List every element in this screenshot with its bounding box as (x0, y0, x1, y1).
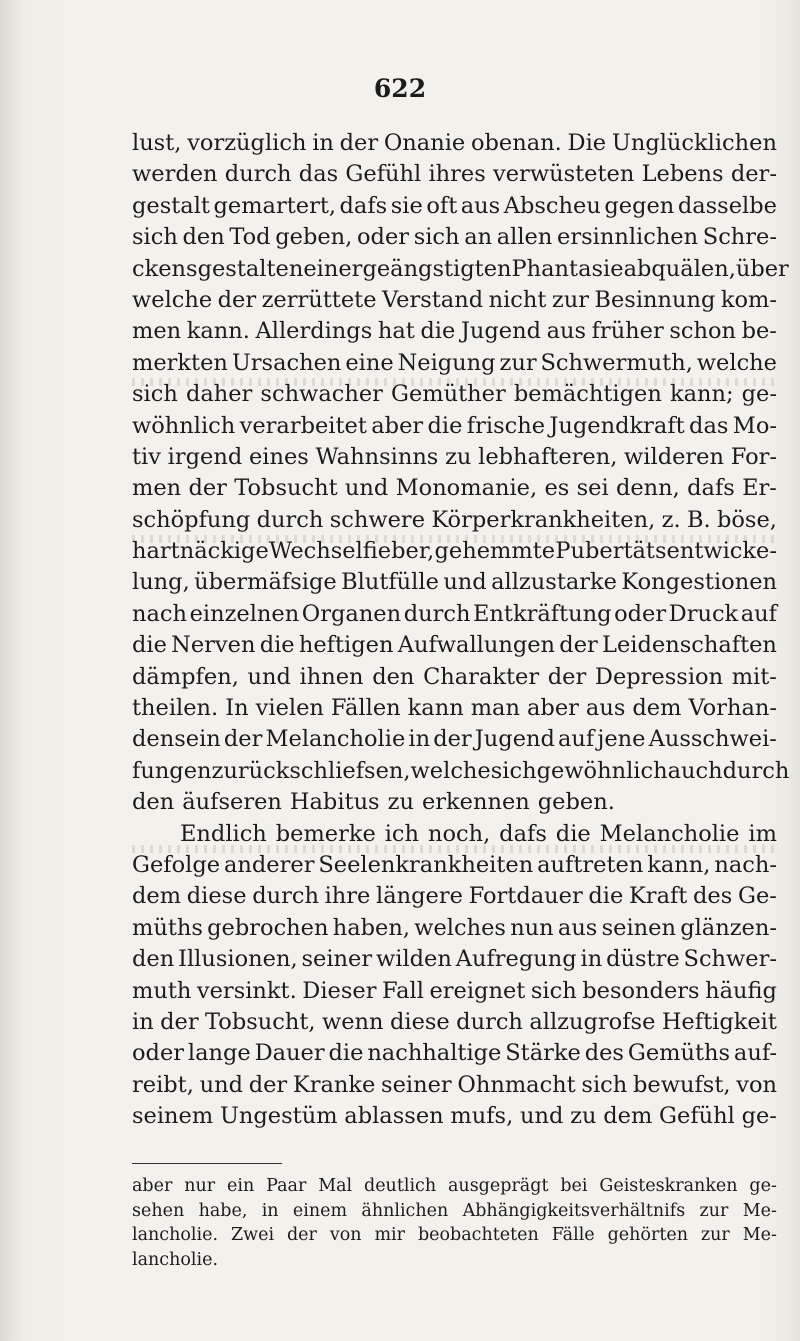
text-line: die Nerven die heftigen Aufwallungen der Leidenschaften (132, 632, 777, 659)
text-line: muth versinkt. Dieser Fall ereignet sich besonders häufig (132, 977, 777, 1004)
text-line: merkten Ursachen eine Neigung zur Schwermuth, welche (132, 349, 777, 376)
footnote-rule (132, 1163, 282, 1164)
text-line: werden durch das Gefühl ihres verwüsteten Lebens der- (132, 161, 777, 188)
text-line: Endlich bemerke ich noch, dafs die Melancholie im (180, 820, 777, 847)
text-line: hartnäckige Wechselfieber, gehemmte Pubertätsentwicke- (132, 538, 777, 565)
text-line: men der Tobsucht und Monomanie, es sei denn, dafs Er- (132, 475, 777, 502)
text-line: ckensgestalten einer geängstigten Phantasie abquälen, über (132, 255, 789, 282)
footnote-line: lancholie. (132, 1249, 219, 1270)
text-line: Gefolge anderer Seelenkrankheiten auftreten kann, nach- (132, 851, 777, 878)
text-line: welche der zerrüttete Verstand nicht zur Besinnung kom- (132, 286, 777, 313)
text-line: theilen. In vielen Fällen kann man aber aus dem Vorhan- (132, 695, 777, 722)
text-line: oder lange Dauer die nachhaltige Stärke des Gemüths auf- (132, 1040, 777, 1067)
text-line: tiv irgend eines Wahnsinns zu lebhafteren, wilderen For- (132, 443, 777, 470)
text-line: sich daher schwacher Gemüther bemächtigen kann; ge- (132, 381, 777, 408)
text-line: seinem Ungestüm ablassen mufs, und zu dem Gefühl ge- (132, 1103, 777, 1130)
footnote-line: sehen habe, in einem ähnlichen Abhängigkeitsverhältnifs zur Me- (132, 1200, 777, 1221)
text-line: den Illusionen, seiner wilden Aufregung in düstre Schwer- (132, 946, 777, 973)
text-line: densein der Melancholie in der Jugend auf jene Ausschwei- (132, 726, 777, 753)
text-line: müths gebrochen haben, welches nun aus seinen glänzen- (132, 914, 777, 941)
page-number: 622 (373, 74, 427, 103)
text-line: gestalt gemartert, dafs sie oft aus Abscheu gegen dasselbe (132, 192, 777, 219)
text-line: reibt, und der Kranke seiner Ohnmacht sich bewufst, von (132, 1071, 777, 1098)
text-line: sich den Tod geben, oder sich an allen ersinnlichen Schre- (132, 224, 777, 251)
footnote-line: aber nur ein Paar Mal deutlich ausgeprägt bei Geisteskranken ge- (132, 1176, 777, 1196)
text-line: dem diese durch ihre längere Fortdauer die Kraft des Ge- (132, 883, 777, 910)
text-line: men kann. Allerdings hat die Jugend aus früher schon be- (132, 318, 777, 345)
footnote-line: lancholie. Zwei der von mir beobachteten Fälle gehörten zur Me- (132, 1225, 777, 1245)
text-line: den äufseren Habitus zu erkennen geben. (132, 789, 615, 816)
text-line: schöpfung durch schwere Körperkrankheiten, z. B. böse, (132, 506, 777, 533)
text-line: dämpfen, und ihnen den Charakter der Depression mit- (132, 663, 777, 690)
text-line: nach einzelnen Organen durch Entkräftung oder Druck auf (132, 600, 777, 627)
text-line: lust, vorzüglich in der Onanie obenan. Die Unglücklichen (132, 130, 777, 156)
main-text (132, 128, 790, 1133)
text-line: wöhnlich verarbeitet aber die frische Jugendkraft das Mo- (132, 412, 777, 439)
text-line: in der Tobsucht, wenn diese durch allzugrofse Heftigkeit (132, 1008, 777, 1035)
footnote (132, 1174, 777, 1272)
text-line: fungen zurückschliefsen, welche sich gewöhnlich auch durch (132, 757, 790, 784)
text-line: lung, übermäfsige Blutfülle und allzustarke Kongestionen (132, 569, 777, 596)
